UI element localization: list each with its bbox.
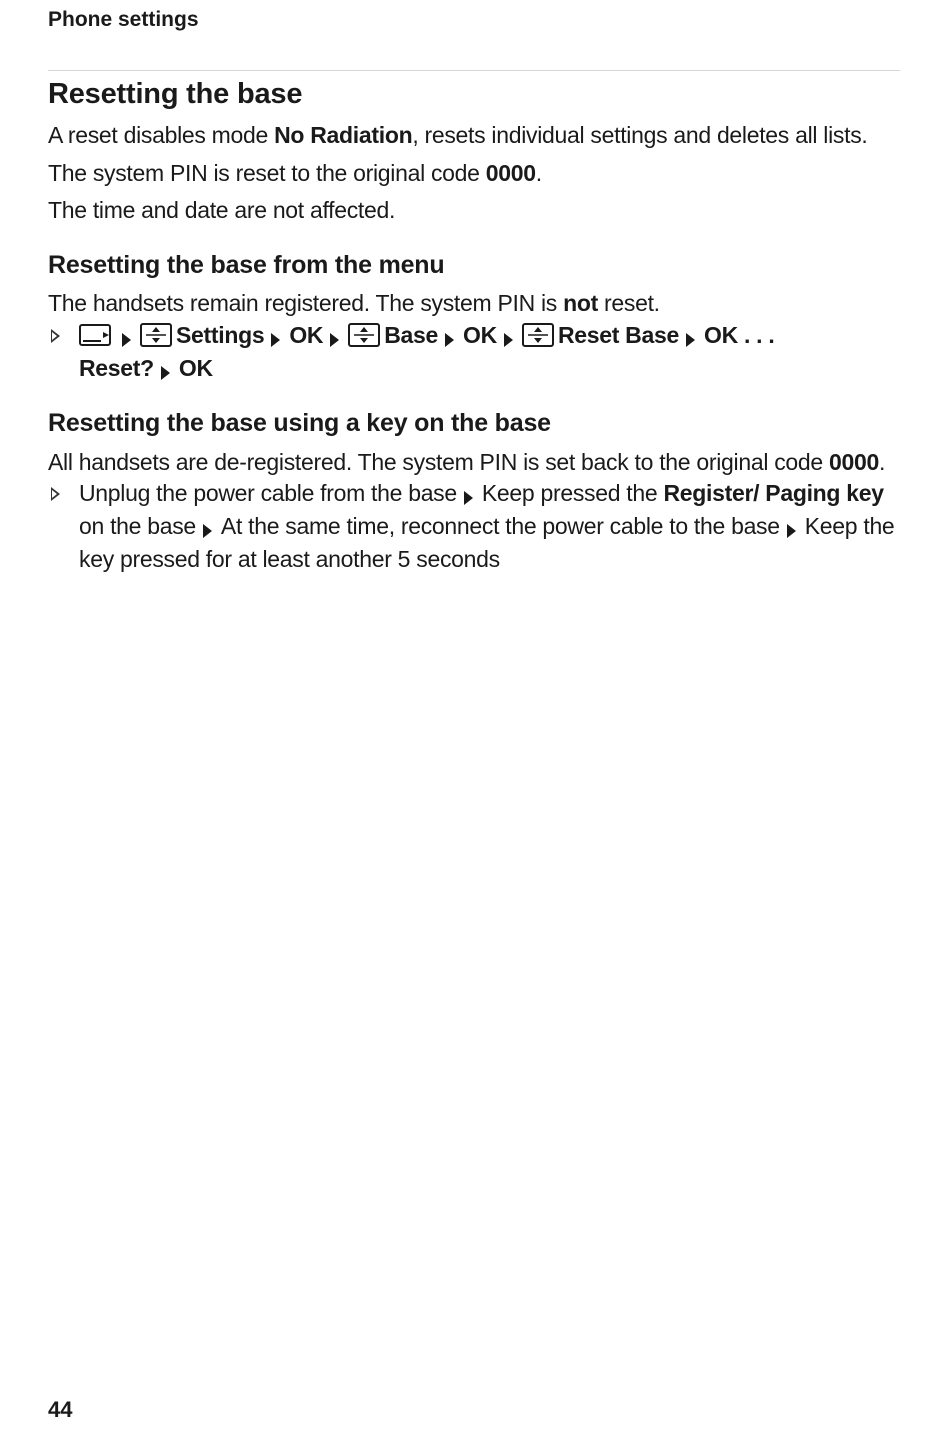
arrow-right-icon — [504, 333, 513, 347]
paragraph-time-date: The time and date are not affected. — [48, 197, 396, 223]
page-content — [48, 74, 900, 576]
arrow-right-icon — [271, 333, 280, 347]
paragraph-handsets-deregistered: All handsets are de-registered. The system PIN is set back to the original code 0000. — [48, 449, 886, 475]
ellipsis: . . . — [743, 322, 775, 348]
pin-code: 0000 — [485, 160, 536, 186]
arrow-right-icon — [445, 333, 454, 347]
menu-reset-step — [48, 319, 900, 385]
arrow-right-icon — [161, 366, 170, 380]
softkey-ok: OK — [703, 322, 738, 348]
emphasis-not: not — [563, 290, 598, 316]
section-title-resetting-base: Resetting the base — [48, 78, 303, 110]
paragraph-handsets-registered: The handsets remain registered. The system PIN is not reset. — [48, 290, 660, 316]
paragraph-reset-effects: A reset disables mode No Radiation, resets individual settings and deletes all lists. — [48, 122, 868, 148]
nav-updown-key-icon — [348, 323, 378, 347]
register-paging-key: Register/ Paging key — [663, 480, 884, 506]
menu-item-settings: Settings — [176, 322, 265, 348]
arrow-right-icon — [787, 524, 796, 538]
pin-code: 0000 — [828, 449, 879, 475]
prompt-reset: Reset? — [79, 355, 154, 381]
arrow-right-icon — [464, 491, 473, 505]
arrow-right-icon — [203, 524, 212, 538]
softkey-ok: OK — [463, 322, 497, 348]
step-marker-icon — [51, 319, 65, 352]
mode-no-radiation: No Radiation — [274, 122, 413, 148]
arrow-right-icon — [686, 333, 695, 347]
softkey-ok: OK — [289, 322, 324, 348]
softkey-ok: OK — [178, 355, 213, 381]
key-reset-step: Unplug the power cable from the base Keep pressed the Register/ Paging key on the base At the same time, reconnect the power cable to the base Keep the key pressed for at least another 5 seconds — [48, 477, 900, 576]
menu-item-reset-base: Reset Base — [557, 322, 679, 348]
nav-updown-key-icon — [522, 323, 552, 347]
menu-key-icon — [79, 323, 109, 347]
header-rule — [48, 70, 900, 71]
section-title-reset-using-key: Resetting the base using a key on the base — [48, 409, 551, 437]
menu-item-base: Base — [384, 322, 439, 348]
nav-updown-key-icon — [140, 323, 170, 347]
step-marker-icon — [51, 477, 65, 510]
arrow-right-icon — [122, 333, 131, 347]
running-head: Phone settings — [48, 8, 199, 31]
section-title-reset-from-menu: Resetting the base from the menu — [48, 251, 445, 279]
page-number: 44 — [48, 1397, 73, 1422]
paragraph-system-pin: The system PIN is reset to the original code 0000. — [48, 160, 542, 186]
arrow-right-icon — [330, 333, 339, 347]
